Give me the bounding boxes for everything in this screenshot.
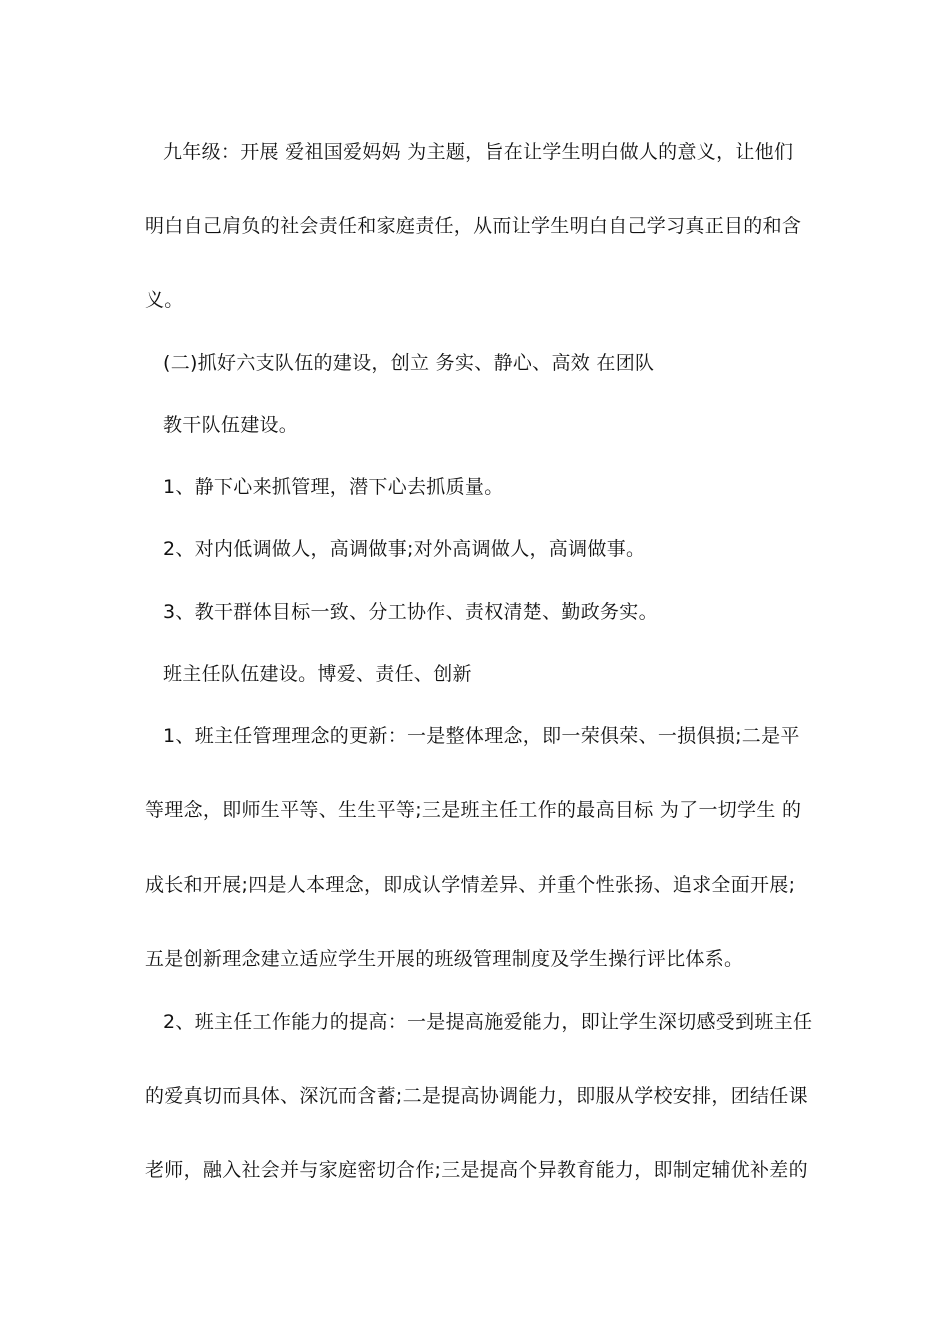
- section-heading-team-building: (二)抓好六支队伍的建设，创立 务实、静心、高效 在团队: [163, 352, 655, 374]
- paragraph-ability-line3: 老师，融入社会并与家庭密切合作;三是提高个异教育能力，即制定辅优补差的: [145, 1159, 808, 1181]
- list-item-2: 2、对内低调做人，高调做事;对外高调做人，高调做事。: [163, 538, 646, 560]
- paragraph-ability-line1: 2、班主任工作能力的提高：一是提高施爱能力，即让学生深切感受到班主任: [163, 1011, 813, 1033]
- subheading-head-teacher: 班主任队伍建设。博爱、责任、创新: [163, 663, 472, 685]
- paragraph-ability-line2: 的爱真切而具体、深沉而含蓄;二是提高协调能力，即服从学校安排，团结任课: [145, 1085, 808, 1107]
- paragraph-grade9-line2: 明白自己肩负的社会责任和家庭责任，从而让学生明白自己学习真正目的和含: [145, 215, 802, 237]
- paragraph-concept-line1: 1、班主任管理理念的更新：一是整体理念，即一荣俱荣、一损俱损;二是平: [163, 725, 800, 747]
- list-item-3: 3、教干群体目标一致、分工协作、责权清楚、勤政务实。: [163, 601, 658, 623]
- subheading-teaching-staff: 教干队伍建设。: [163, 414, 299, 436]
- paragraph-concept-line3: 成长和开展;四是人本理念，即成认学情差异、并重个性张扬、追求全面开展;: [145, 874, 796, 896]
- paragraph-grade9-line1: 九年级：开展 爱祖国爱妈妈 为主题，旨在让学生明白做人的意义，让他们: [163, 141, 794, 163]
- paragraph-concept-line4: 五是创新理念建立适应学生开展的班级管理制度及学生操行评比体系。: [145, 948, 744, 970]
- list-item-1: 1、静下心来抓管理，潜下心去抓质量。: [163, 476, 504, 498]
- paragraph-grade9-line3: 义。: [145, 289, 184, 311]
- paragraph-concept-line2: 等理念，即师生平等、生生平等;三是班主任工作的最高目标 为了一切学生 的: [145, 799, 802, 821]
